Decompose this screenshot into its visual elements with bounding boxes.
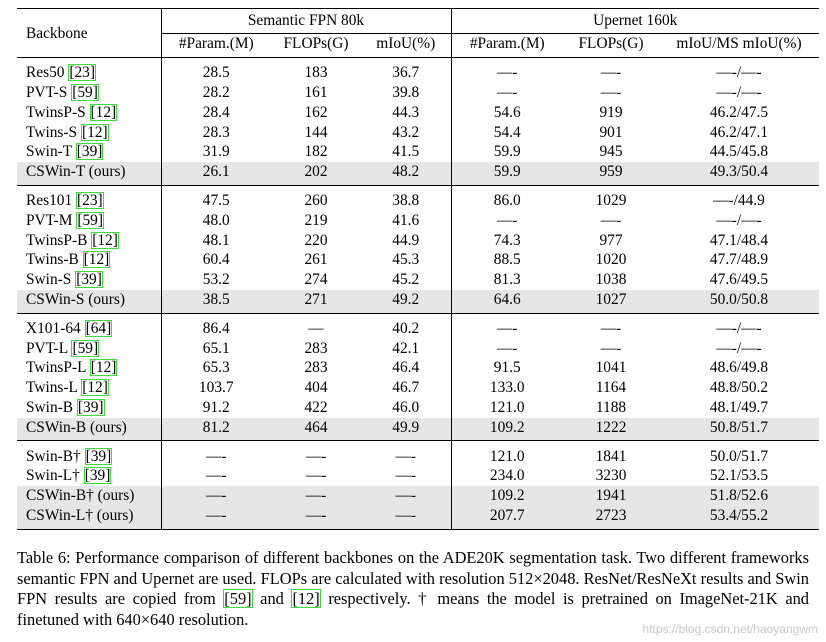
backbone-name: TwinsP-B [12] — [17, 230, 161, 250]
table-cell: 109.2 — [451, 418, 563, 441]
table-cell: 43.2 — [361, 122, 451, 142]
table-row — [17, 466, 819, 486]
citation-link[interactable]: [39] — [76, 143, 103, 161]
table-cell: 133.0 — [489, 379, 525, 397]
table-row — [17, 83, 819, 103]
backbone-name: Twins-S [12] — [17, 122, 161, 142]
table-cell: —- — [361, 506, 451, 529]
table-cell: 53.4/55.2 — [659, 506, 819, 529]
table-cell: 1164 — [595, 379, 627, 397]
citation-link[interactable]: [59] — [72, 339, 99, 357]
citation-link[interactable]: [59] — [224, 589, 252, 608]
table-cell: 50.8/51.7 — [659, 418, 819, 441]
table-cell: 48.8/50.2 — [709, 379, 769, 397]
table-cell: 183 — [304, 64, 328, 82]
table-cell: 28.5 — [202, 64, 230, 82]
backbone-name: CSWin-B (ours) — [17, 418, 161, 441]
backbone-name: Twins-L [12] — [17, 378, 161, 398]
table-cell: 207.7 — [451, 506, 563, 529]
table-cell: 283 — [304, 359, 328, 377]
table-cell: 26.1 — [161, 162, 271, 185]
col-header: mIoU/MS mIoU(%) — [676, 35, 802, 53]
table-cell: 53.2 — [202, 271, 230, 289]
citation-link[interactable]: [39] — [76, 271, 102, 289]
table-cell: 64.6 — [451, 290, 563, 313]
table-cell: 40.2 — [361, 313, 451, 338]
table-cell: 1020 — [595, 251, 627, 269]
table-cell: 50.0/50.8 — [659, 290, 819, 313]
table-cell: 28.3 — [202, 123, 230, 141]
table-cell: 81.2 — [161, 418, 271, 441]
table-cell: 121.0 — [489, 447, 525, 465]
table-cell: 52.1/53.5 — [709, 467, 769, 485]
table-cell: 74.3 — [493, 231, 521, 249]
col-header: #Param.(M) — [469, 35, 545, 53]
table-row-ours — [17, 486, 819, 506]
table-cell: —- — [496, 64, 518, 82]
table-cell: —- — [496, 339, 518, 357]
table-cell: 28.2 — [202, 83, 230, 101]
table-cell: 81.3 — [493, 271, 521, 289]
table-row — [17, 58, 819, 83]
table-cell: 42.1 — [361, 338, 451, 358]
table-cell: —- — [271, 506, 361, 529]
table-cell: —- — [600, 339, 622, 357]
table-cell: 202 — [271, 162, 361, 185]
header-upernet: Upernet 160k — [451, 9, 819, 34]
table-cell: 65.1 — [202, 339, 230, 357]
table-cell: 46.0 — [361, 398, 451, 418]
backbone-name: Res50 [23] — [17, 58, 161, 83]
table-cell: 88.5 — [493, 251, 521, 269]
table-cell: 47.7/48.9 — [709, 251, 769, 269]
table-cell: 49.3/50.4 — [659, 162, 819, 185]
backbone-name: TwinsP-L [12] — [17, 358, 161, 378]
table-cell: 54.4 — [493, 123, 521, 141]
table-row-ours — [17, 162, 819, 185]
table-cell: 59.9 — [451, 162, 563, 185]
citation-link[interactable]: [12] — [90, 359, 117, 377]
table-cell: 422 — [304, 398, 328, 416]
citation-link[interactable]: [23] — [69, 64, 95, 82]
table-cell: 38.5 — [161, 290, 271, 313]
table-cell: 219 — [304, 211, 328, 229]
table-cell: —- — [496, 83, 518, 101]
table-cell: 54.6 — [493, 103, 521, 121]
citation-link[interactable]: [23] — [77, 191, 103, 209]
table-cell: —- — [600, 211, 622, 229]
table-cell: —- — [496, 319, 518, 337]
header-backbone: Backbone — [17, 9, 161, 58]
table-row — [17, 142, 819, 162]
table-row — [17, 185, 819, 210]
backbone-name: Twins-B [12] — [17, 250, 161, 270]
table-cell: 48.6/49.8 — [709, 359, 769, 377]
backbone-name: CSWin-S (ours) — [17, 290, 161, 313]
backbone-name: CSWin-T (ours) — [17, 162, 161, 185]
table-row-ours — [17, 418, 819, 441]
table-cell: 49.9 — [361, 418, 451, 441]
backbone-name: Res101 [23] — [17, 185, 161, 210]
table-row — [17, 398, 819, 418]
table-cell: 65.3 — [202, 359, 230, 377]
table-cell: 464 — [271, 418, 361, 441]
table-row — [17, 441, 819, 466]
backbone-name: PVT-S [59] — [17, 83, 161, 103]
table-cell: —- — [271, 486, 361, 506]
backbone-name: Swin-B [39] — [17, 398, 161, 418]
backbone-name: PVT-L [59] — [17, 338, 161, 358]
citation-link[interactable]: [59] — [77, 211, 103, 229]
table-cell: 47.1/48.4 — [709, 231, 769, 249]
table-cell: 919 — [599, 103, 623, 121]
table-caption: Table 6: Performance comparison of different backbones on the ADE20K segmentation task. Two different frameworks semantic FPN and Upernet are used. FLOPs are calculated with resolution 512×2048. ResNet/ResNeXt results and Swin FPN results are copied from [59] and [12] respectively. † means the model is pretrained on ImageNet-21K and finetuned with 640×640 resolution. — [17, 548, 809, 629]
table-cell: 51.8/52.6 — [659, 486, 819, 506]
table-cell: 41.5 — [361, 142, 451, 162]
table-cell: 46.4 — [361, 358, 451, 378]
backbone-name: Swin-B† [39] — [17, 441, 161, 466]
table-cell: 271 — [271, 290, 361, 313]
row-group — [17, 185, 819, 313]
table-cell: 1222 — [563, 418, 659, 441]
table-cell: —-/—- — [716, 211, 762, 229]
table-cell: —- — [361, 486, 451, 506]
backbone-name: Swin-T [39] — [17, 142, 161, 162]
table-cell: 46.7 — [361, 378, 451, 398]
table-cell: 45.3 — [361, 250, 451, 270]
table-cell: —- — [600, 83, 622, 101]
table-row — [17, 270, 819, 290]
table-cell: —-/—- — [716, 319, 762, 337]
table-cell: 48.0 — [202, 211, 230, 229]
table-cell: 283 — [304, 339, 328, 357]
table-cell: 36.7 — [361, 58, 451, 83]
table-cell: 38.8 — [361, 185, 451, 210]
backbone-name: CSWin-B† (ours) — [17, 486, 161, 506]
table-cell: 39.8 — [361, 83, 451, 103]
table-cell: —- — [205, 447, 227, 465]
table-cell: 182 — [304, 143, 328, 161]
row-group — [17, 441, 819, 529]
table-cell: 220 — [304, 231, 328, 249]
table-cell: 86.4 — [202, 319, 230, 337]
citation-link[interactable]: [12] — [82, 379, 108, 397]
table-cell: 1841 — [595, 447, 627, 465]
table-cell: 144 — [304, 123, 328, 141]
table-row — [17, 211, 819, 231]
header-semantic-fpn: Semantic FPN 80k — [161, 9, 451, 34]
table-cell: 959 — [563, 162, 659, 185]
citation-link[interactable]: [59] — [72, 83, 98, 101]
table-row — [17, 103, 819, 123]
table-cell: 44.3 — [361, 103, 451, 123]
table-cell: 60.4 — [202, 251, 230, 269]
row-group — [17, 58, 819, 186]
backbone-name: Swin-S [39] — [17, 270, 161, 290]
citation-link[interactable]: [12] — [83, 251, 110, 269]
table-cell: 48.1 — [202, 231, 230, 249]
table-cell: 261 — [304, 251, 328, 269]
citation-link[interactable]: [39] — [77, 398, 104, 416]
table-cell: 404 — [304, 379, 328, 397]
citation-link[interactable]: [12] — [92, 231, 118, 249]
table-cell: —- — [600, 64, 622, 82]
citation-link[interactable]: [64] — [85, 319, 112, 337]
table-row — [17, 358, 819, 378]
table-cell: 41.6 — [361, 211, 451, 231]
table-cell: 901 — [599, 123, 623, 141]
col-header: #Param.(M) — [178, 35, 254, 53]
results-table — [17, 8, 819, 530]
table-cell: 3230 — [595, 467, 627, 485]
table-cell: 46.2/47.1 — [709, 123, 769, 141]
table-cell: 121.0 — [489, 398, 525, 416]
col-header: FLOPs(G) — [578, 35, 644, 53]
watermark: https://blog.csdn.net/haoyangwm — [642, 622, 818, 636]
table-cell: 1038 — [595, 271, 627, 289]
citation-link[interactable]: [12] — [292, 589, 320, 608]
backbone-name: Swin-L† [39] — [17, 466, 161, 486]
table-cell: 28.4 — [202, 103, 230, 121]
table-row — [17, 230, 819, 250]
table-cell: 1041 — [595, 359, 627, 377]
table-cell: 109.2 — [451, 486, 563, 506]
table-cell: —-/—- — [716, 339, 762, 357]
table-cell: 161 — [304, 83, 328, 101]
table-cell: 945 — [599, 143, 623, 161]
table-cell: 1027 — [563, 290, 659, 313]
backbone-name: CSWin-L† (ours) — [17, 506, 161, 529]
table-cell: 1188 — [595, 398, 627, 416]
table-cell: 1029 — [595, 191, 627, 209]
table-cell: 47.5 — [202, 191, 230, 209]
table-cell: 91.2 — [202, 398, 230, 416]
table-cell: — — [308, 319, 324, 337]
table-cell: —- — [161, 486, 271, 506]
citation-link[interactable]: [39] — [84, 467, 111, 485]
table-cell: 977 — [599, 231, 623, 249]
table-row — [17, 250, 819, 270]
table-cell: 31.9 — [202, 143, 230, 161]
table-cell: —-/—- — [716, 64, 762, 82]
table-row — [17, 338, 819, 358]
table-row — [17, 313, 819, 338]
table-cell: 86.0 — [493, 191, 521, 209]
citation-link[interactable]: [12] — [90, 103, 117, 121]
citation-link[interactable]: [39] — [85, 447, 112, 465]
table-cell: —- — [361, 441, 451, 466]
table-cell: —- — [600, 319, 622, 337]
table-row-ours — [17, 290, 819, 313]
table-cell: 45.2 — [361, 270, 451, 290]
table-cell: —- — [305, 447, 327, 465]
table-row — [17, 378, 819, 398]
table-cell: 274 — [304, 271, 328, 289]
table-cell: 103.7 — [198, 379, 234, 397]
table-cell: 162 — [304, 103, 328, 121]
backbone-name: X101-64 [64] — [17, 313, 161, 338]
table-cell: —- — [496, 211, 518, 229]
table-cell: 1941 — [563, 486, 659, 506]
table-cell: 48.1/49.7 — [709, 398, 769, 416]
table-cell: 46.2/47.5 — [709, 103, 769, 121]
table-cell: 49.2 — [361, 290, 451, 313]
table-cell: 2723 — [563, 506, 659, 529]
table-cell: —- — [305, 467, 327, 485]
table-cell: —- — [361, 466, 451, 486]
table-cell: 47.6/49.5 — [709, 271, 769, 289]
table-cell: 260 — [304, 191, 328, 209]
table-row — [17, 122, 819, 142]
table-cell: 48.2 — [361, 162, 451, 185]
row-group — [17, 313, 819, 441]
table-cell: —-/—- — [716, 83, 762, 101]
table-cell: 91.5 — [493, 359, 521, 377]
table-cell: 50.0/51.7 — [709, 447, 769, 465]
table-row-ours — [17, 506, 819, 529]
table-cell: 44.5/45.8 — [709, 143, 769, 161]
backbone-name: PVT-M [59] — [17, 211, 161, 231]
table-cell: —- — [161, 506, 271, 529]
backbone-name: TwinsP-S [12] — [17, 103, 161, 123]
table-cell: 59.9 — [493, 143, 521, 161]
table-cell: 234.0 — [489, 467, 525, 485]
table-cell: 44.9 — [361, 230, 451, 250]
table-cell: —-/44.9 — [713, 191, 765, 209]
col-header: mIoU(%) — [361, 34, 451, 58]
table-cell: —- — [205, 467, 227, 485]
col-header: FLOPs(G) — [283, 35, 349, 53]
citation-link[interactable]: [12] — [81, 123, 108, 141]
